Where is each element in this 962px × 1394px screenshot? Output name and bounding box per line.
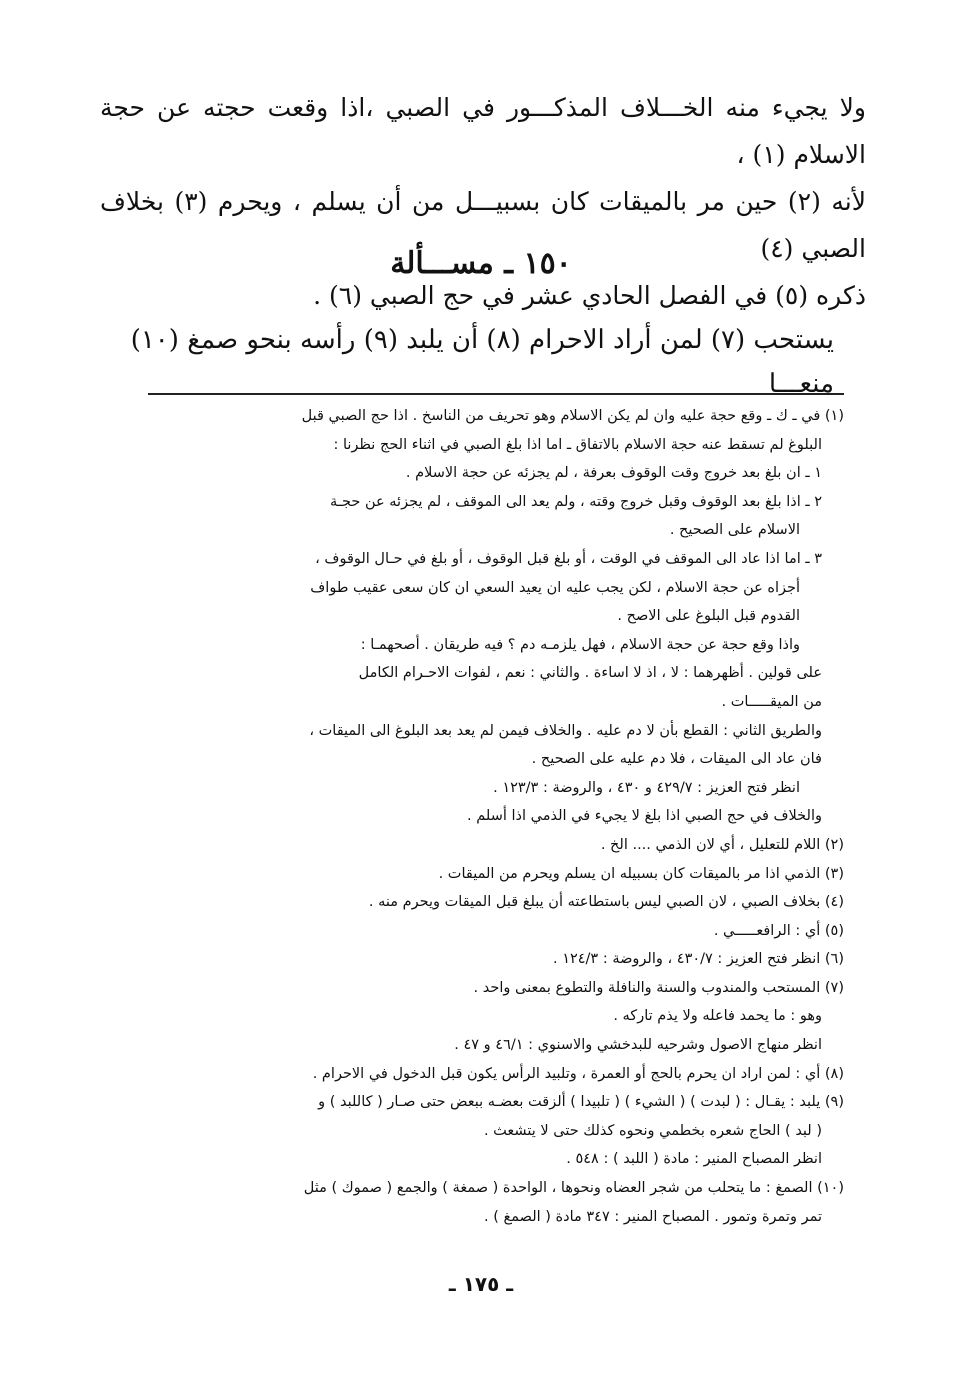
footnote-line: ( لبد ) الحاج شعره بخطمي ونحوه كذلك حتى لا يتشعث .: [483, 1122, 822, 1139]
footnote-line: أجزاه عن حجة الاسلام ، لكن يجب عليه ان يعيد السعي ان كان سعى عقيب طواف: [310, 579, 800, 596]
footnote-line: ١ ـ ان بلغ بعد خروج وقت الوقوف بعرفة ، لم يجزئه عن حجة الاسلام .: [405, 465, 822, 482]
footnote-line: على قولين . أظهرهما : لا ، اذ لا اساءة . والثاني : نعم ، لفوات الاحـرام الكامل: [358, 665, 822, 682]
footnote-line: وهو : ما يحمد فاعله ولا يذم تاركه .: [613, 1008, 822, 1025]
footnotes: [140, 402, 844, 1231]
footnote-line: (٧) المستحب والمندوب والسنة والنافلة والتطوع بمعنى واحد .: [473, 979, 844, 996]
body-line: لأنه (٢) حين مر بالميقات كان بسبيـــل من أن يسلم ، ويحرم (٣) بخلاف الصبي (٤): [100, 187, 867, 263]
opening-line: يستحب (٧) لمن أراد الاحرام (٨) أن يلبد (٩) رأسه بنحو صمغ (١٠) منعـــا: [130, 325, 834, 399]
footnote-line: من الميقـــــات .: [721, 693, 822, 710]
footnote-line: الاسلام على الصحيح .: [669, 522, 800, 539]
footnote-line: ٣ ـ اما اذا عاد الى الموقف في الوقت ، أو بلغ قبل الوقوف ، أو بلغ في حـال الوقوف ،: [315, 550, 822, 567]
footnote-line: (٢) اللام للتعليل ، أي لان الذمي .... الخ .: [600, 836, 844, 853]
footnote-line: والطريق الثاني : القطع بأن لا دم عليه . والخلاف فيمن لم يعد بعد البلوغ الى الميقات ،: [309, 722, 822, 739]
section-title: [0, 246, 962, 281]
footnote-line: فان عاد الى الميقات ، فلا دم عليه على الصحيح .: [531, 751, 822, 768]
footnote-line: (٩) يلبد : يقـال : ( لبدت ) ( الشيء ) ( تلبيدا ) ألزقت بعضـه ببعض حتى صـار ( كاللبد ) و: [318, 1094, 844, 1111]
footnote-line: تمر وتمرة وتمور . المصباح المنير : ٣٤٧ مادة ( الصمغ ) .: [484, 1208, 822, 1225]
footnote-line: (٣) الذمي اذا مر بالميقات كان بسبيله ان يسلم ويحرم من الميقات .: [438, 865, 844, 882]
footnote-line: واذا وقع حجة عن حجة الاسلام ، فهل يلزمـه دم ؟ فيه طريقان . أصحهمـا :: [360, 636, 800, 653]
footnote-line: انظر منهاج الاصول وشرحيه للبدخشي والاسنوي : ٤٦/١ و ٤٧ .: [454, 1037, 822, 1054]
page-number: ـ ١٧٥ ـ: [448, 1272, 514, 1296]
footnote-line: انظر المصباح المنير : مادة ( اللبد ) : ٥٤٨ .: [566, 1151, 822, 1168]
footnote-line: (٤) بخلاف الصبي ، لان الصبي ليس باستطاعته أن يبلغ قبل الميقات ويحرم منه .: [368, 894, 844, 911]
footnote-line: (٥) أي : الرافعـــــي .: [713, 922, 844, 939]
section-title-text: ١٥٠ ـ مســـألة: [390, 246, 572, 281]
footnote-line: (٨) أي : لمن اراد ان يحرم بالحج أو العمرة ، وتلبيد الرأس يكون قبل الدخول في الاحرام .: [312, 1065, 844, 1082]
footnote-line: القدوم قبل البلوغ على الاصح .: [617, 608, 800, 625]
footnote-line: ٢ ـ اذا بلغ بعد الوقوف وقبل خروج وقته ، ولم يعد الى الموقف ، لم يجزئه عن حجـة: [330, 493, 822, 510]
footnote-line: البلوغ لم تسقط عنه حجة الاسلام بالاتفاق ـ اما اذا بلغ الصبي في اثناء الحج نظرنا :: [333, 436, 822, 453]
main-body-text: [100, 84, 866, 319]
footnote-line: انظر فتح العزيز : ٤٢٩/٧ و ٤٣٠ ، والروضة : ١٢٣/٣ .: [493, 779, 800, 796]
body-line: ذكره (٥) في الفصل الحادي عشر في حج الصبي (٦) .: [313, 281, 866, 310]
footnote-line: (١٠) الصمغ : ما يتحلب من شجر العضاه ونحوها ، الواحدة ( صمغة ) والجمع ( صموك ) مثل: [303, 1180, 844, 1197]
footnote-separator: [148, 393, 844, 395]
footnote-line: (١) في ـ ك ـ وقع حجة عليه وان لم يكن الاسلام وهو تحريف من الناسخ . اذا حج الصبي قبل: [301, 408, 844, 424]
footnote-line: (٦) انظر فتح العزيز : ٤٣٠/٧ ، والروضة : ١٢٤/٣ .: [552, 951, 844, 968]
body-line: ولا يجيء منه الخـــلاف المذكـــور في الصبي ،اذا وقعت حجته عن حجة الاسلام (١) ،: [100, 93, 866, 169]
footnote-line: والخلاف في حج الصبي اذا بلغ لا يجيء في الذمي اذا أسلم .: [467, 808, 822, 825]
